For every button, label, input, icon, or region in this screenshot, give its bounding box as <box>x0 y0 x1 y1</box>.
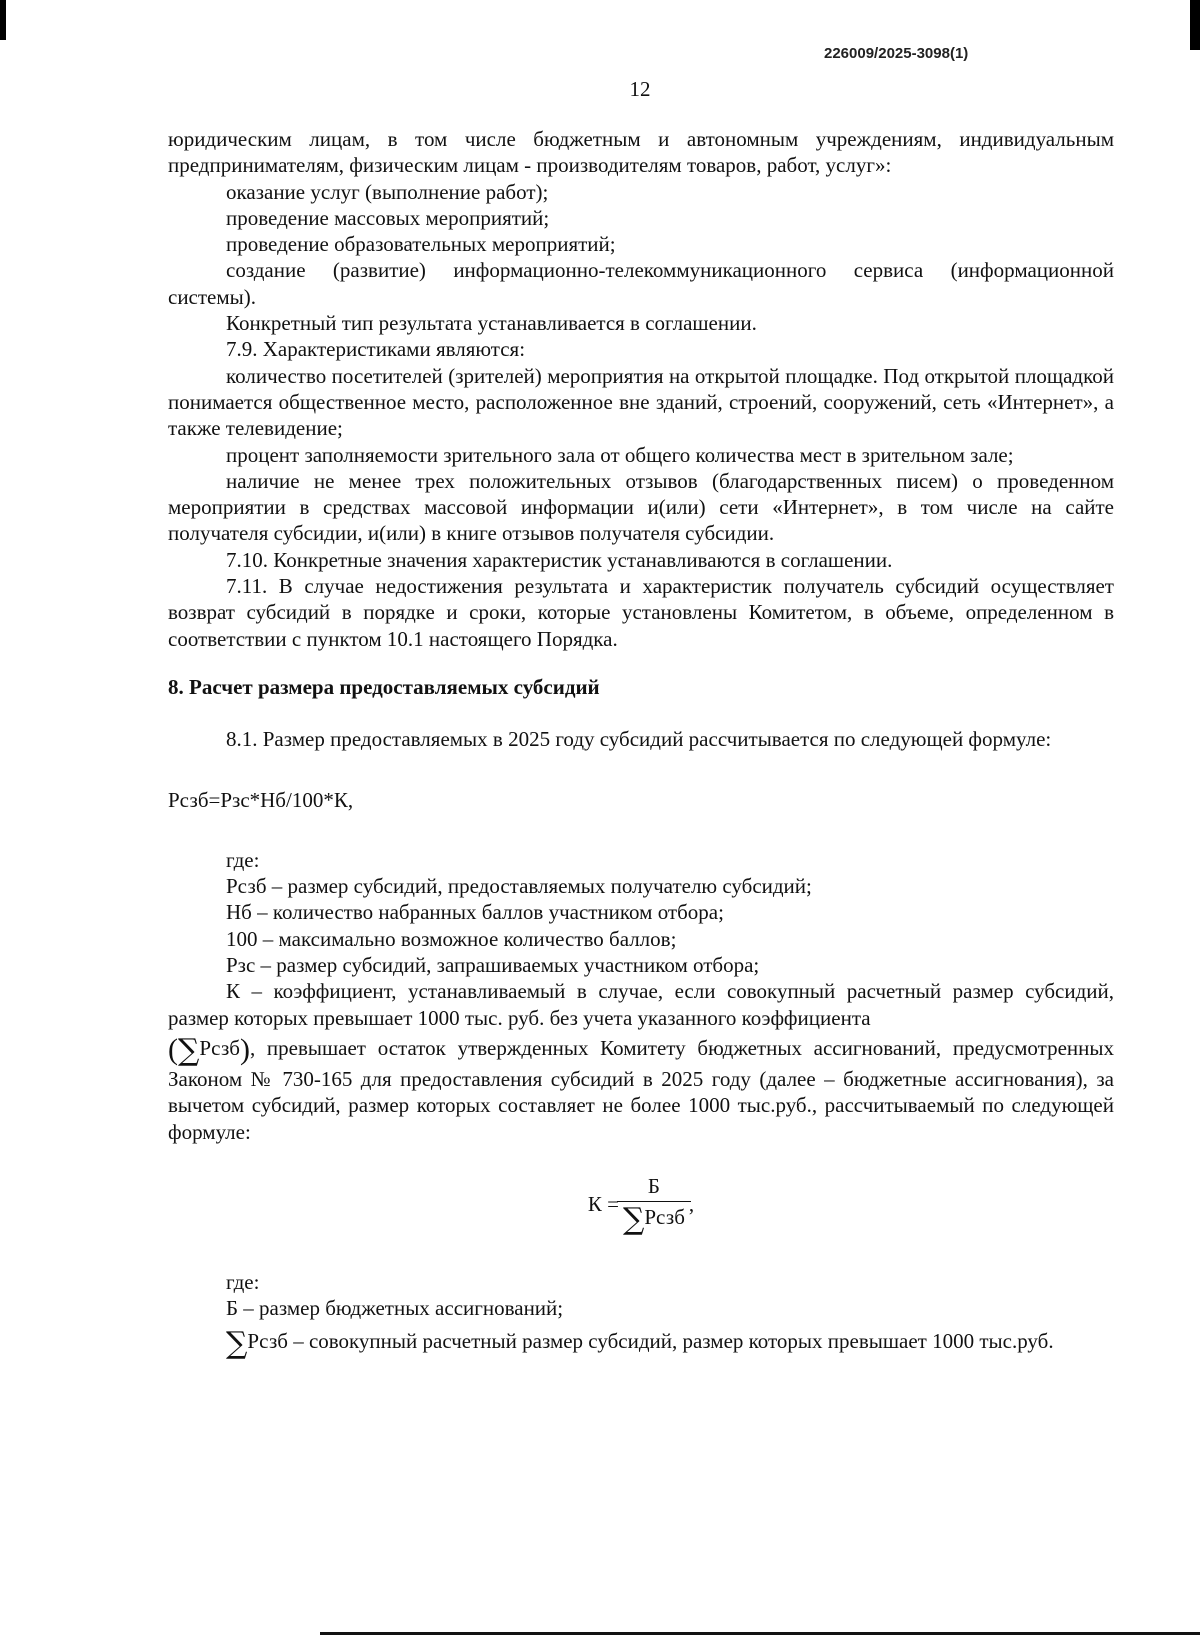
definition: 100 – максимально возможное количество баллов; <box>226 926 677 951</box>
definition: К – коэффициент, устанавливаемый в случае, если совокупный расчетный размер субсидий, размер которых превышает 1000 тыс. руб. без учета указанного коэффициента <box>168 979 1114 1030</box>
formula-coefficient <box>168 1173 1114 1238</box>
list-item: проведение образовательных мероприятий; <box>226 232 616 257</box>
scan-bottom-border <box>320 1632 1200 1635</box>
sum-variable: Рсзб <box>247 1328 288 1353</box>
definition-text: – совокупный расчетный размер субсидий, размер которых превышает 1000 тыс.руб. <box>287 1328 1054 1353</box>
paragraph: 7.11. В случае недостижения результата и характеристик получатель субсидий осуществляет возврат субсидий в порядке и сроки, которые установлены Комитетом, в объеме, определенном в соответствии с пунктом 10.1 настоящего Порядка. <box>168 574 1114 651</box>
list-item: наличие не менее трех положительных отзывов (благодарственных писем) о проведенном мероприятии в средствах массовой информации и(или) сети «Интернет», в том числе на сайте получателя субсидии, и(или) в книге отзывов получателя субсидии. <box>168 468 1114 546</box>
list-item: проведение массовых мероприятий; <box>226 205 550 230</box>
paragraph: 7.9. Характеристиками являются: <box>226 337 526 362</box>
scan-artifact-left <box>0 0 6 40</box>
fraction-denominator <box>622 1202 685 1238</box>
paragraph: юридическим лицам, в том числе бюджетным и автономным учреждениям, индивидуальным предпринимателям, физическим лицам - производителям товаров, работ, услуг»: <box>168 127 1114 178</box>
continuation-text: , превышает остаток утвержденных Комитету бюджетных ассигнований, предусмотренных Законом № 730-165 для предоставления субсидий в 2025 году (далее – бюджетные ассигнования), за вычетом субсидий, размер которых составляет не более 1000 тыс.руб., рассчитываемый по следующей формуле: <box>168 1035 1114 1144</box>
definition: Рзс – размер субсидий, запрашиваемых участником отбора; <box>226 953 760 978</box>
formula-lhs: К = <box>587 1191 619 1216</box>
where-label: где: <box>226 1270 260 1295</box>
sum-symbol: ∑ <box>226 1325 248 1361</box>
paragraph: 8.1. Размер предоставляемых в 2025 году субсидий рассчитывается по следующей формуле: <box>226 727 1052 752</box>
formula-tail: , <box>688 1191 695 1216</box>
document-id: 226009/2025-3098(1) <box>824 45 969 62</box>
sum-variable: Рсзб <box>199 1035 240 1060</box>
definition <box>168 1325 1114 1361</box>
list-item: оказание услуг (выполнение работ); <box>226 179 549 204</box>
list-item: процент заполняемости зрительного зала от общего количества мест в зрительном зале; <box>226 442 1014 467</box>
fraction <box>622 1173 685 1238</box>
list-item: количество посетителей (зрителей) мероприятия на открытой площадке. Под открытой площадкой понимается общественное место, расположенное вне зданий, строений, сооружений, сеть «Интернет», а также телевидение; <box>168 363 1114 441</box>
section-heading: 8. Расчет размера предоставляемых субсидий <box>168 674 600 699</box>
definition: Рсзб – размер субсидий, предоставляемых получателю субсидий; <box>226 874 812 899</box>
document-body <box>168 126 1114 1359</box>
sum-symbol: ∑ <box>178 1032 200 1068</box>
definition-continuation: (∑Рсзб), превышает остаток утвержденных Комитету бюджетных ассигнований, предусмотренных Законом № 730-165 для предоставления субсидий в 2025 году (далее – бюджетные ассигнования), за вычетом субсидий, размер которых составляет не более 1000 тыс.руб., рассчитываемый по следующей формуле: <box>168 1032 1114 1144</box>
page-number: 12 <box>629 77 651 101</box>
where-label: где: <box>226 847 260 872</box>
fraction-numerator: Б <box>617 1173 691 1202</box>
paragraph: 7.10. Конкретные значения характеристик устанавливаются в соглашении. <box>226 547 893 572</box>
sum-variable: Рсзб <box>644 1205 685 1230</box>
definition: Б – размер бюджетных ассигнований; <box>226 1296 564 1321</box>
sum-symbol: ∑ <box>622 1202 645 1238</box>
list-item: создание (развитие) информационно-телекоммуникационного сервиса (информационной системы). <box>168 258 1114 309</box>
scan-artifact-right <box>1190 0 1200 50</box>
formula-subsidy: Рсзб=Рзс*Нб/100*К, <box>168 787 354 812</box>
paragraph: Конкретный тип результата устанавливается в соглашении. <box>226 311 757 336</box>
definition: Нб – количество набранных баллов участником отбора; <box>226 900 724 925</box>
